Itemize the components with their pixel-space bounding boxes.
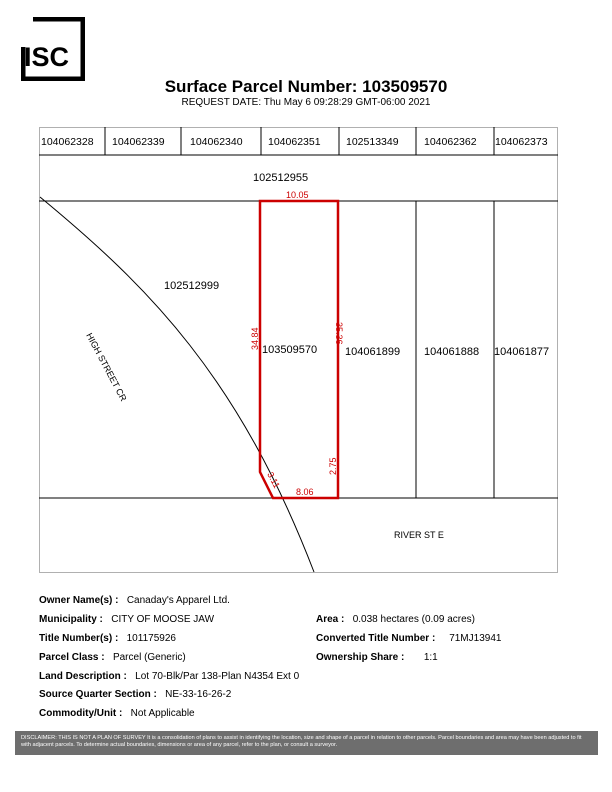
parcel-class-row [39, 652, 186, 663]
top-parcel-label: 104062340 [190, 136, 243, 148]
dim-top: 10.05 [286, 190, 309, 200]
east-parcel-label: 104061899 [345, 346, 401, 358]
top-parcel-label: 104062351 [268, 136, 321, 148]
top-parcel-label: 104062373 [495, 136, 548, 148]
municipality-value: CITY OF MOOSE JAW [111, 614, 215, 625]
parcel-class-label: Parcel Class : [39, 652, 105, 663]
land-description-label: Land Description : [39, 671, 127, 682]
east-parcel-label: 104061877 [494, 346, 550, 358]
top-parcel-label: 102513349 [346, 136, 399, 148]
east-parcel-label: 104061888 [424, 346, 480, 358]
west-parcel-label: 102512999 [164, 280, 220, 292]
dim-bottom: 8.06 [296, 487, 314, 497]
owner-label: Owner Name(s) : [39, 595, 119, 606]
top-parcel-label: 104062362 [424, 136, 477, 148]
title-row [39, 633, 176, 644]
converted-title-row [316, 633, 501, 644]
area-row [316, 614, 475, 625]
commodity-label: Commodity/Unit : [39, 708, 123, 719]
dim-left: 34.84 [250, 327, 260, 350]
top-parcel-label: 104062339 [112, 136, 165, 148]
land-description-row [39, 671, 299, 682]
dim-bottom-right: 2.75 [328, 457, 338, 475]
quarter-section-value: NE-33-16-26-2 [165, 689, 232, 700]
owner-row [39, 595, 230, 606]
page-title: Surface Parcel Number: 103509570 [164, 77, 448, 96]
subject-parcel-label: 103509570 [262, 344, 318, 356]
land-description-value: Lot 70-Blk/Par 138-Plan N4354 Ext 0 [135, 671, 300, 682]
isc-logo [21, 17, 85, 81]
title-value: 101175926 [126, 633, 176, 644]
parcel-map [39, 127, 559, 573]
north-parcel-label: 102512955 [253, 172, 309, 184]
quarter-section-label: Source Quarter Section : [39, 689, 157, 700]
street-label-west: HIGH STREET CR [84, 331, 129, 403]
top-parcel-label: 104062328 [41, 136, 94, 148]
disclaimer-text: DISCLAIMER: THIS IS NOT A PLAN OF SURVEY It is a consolidation of plans to assist in identifying the location, size and shape of a parcel in relation to other parcels. Parcel boundaries and area may have been adjusted to fit with adjacent parcels. To determine actual boundaries, dimensions or area of any parcel, refer to the plan, or consult a surveyor. [21, 735, 582, 748]
ownership-share-value: 1:1 [423, 652, 438, 663]
municipality-row [39, 614, 214, 625]
dim-corner: 3.11 [265, 470, 282, 490]
logo-text: ISC [24, 42, 70, 72]
converted-title-label: Converted Title Number : [316, 633, 436, 644]
title-label: Title Number(s) : [39, 633, 119, 644]
request-date: REQUEST DATE: Thu May 6 09:28:29 GMT-06:00 2021 [181, 97, 431, 108]
owner-value: Canaday's Apparel Ltd. [126, 595, 230, 606]
ownership-share-row [316, 652, 438, 663]
commodity-value: Not Applicable [130, 708, 195, 719]
area-value: 0.038 hectares (0.09 acres) [352, 614, 475, 625]
disclaimer-box [15, 731, 598, 755]
ownership-share-label: Ownership Share : [316, 652, 405, 663]
street-label-south: RIVER ST E [394, 530, 444, 540]
area-label: Area : [316, 614, 345, 625]
dim-right: 35.36 [334, 322, 344, 345]
parcel-class-value: Parcel (Generic) [112, 652, 186, 663]
converted-title-value: 71MJ13941 [449, 633, 502, 644]
municipality-label: Municipality : [39, 614, 103, 625]
commodity-row [39, 708, 195, 719]
quarter-section-row [39, 689, 231, 700]
